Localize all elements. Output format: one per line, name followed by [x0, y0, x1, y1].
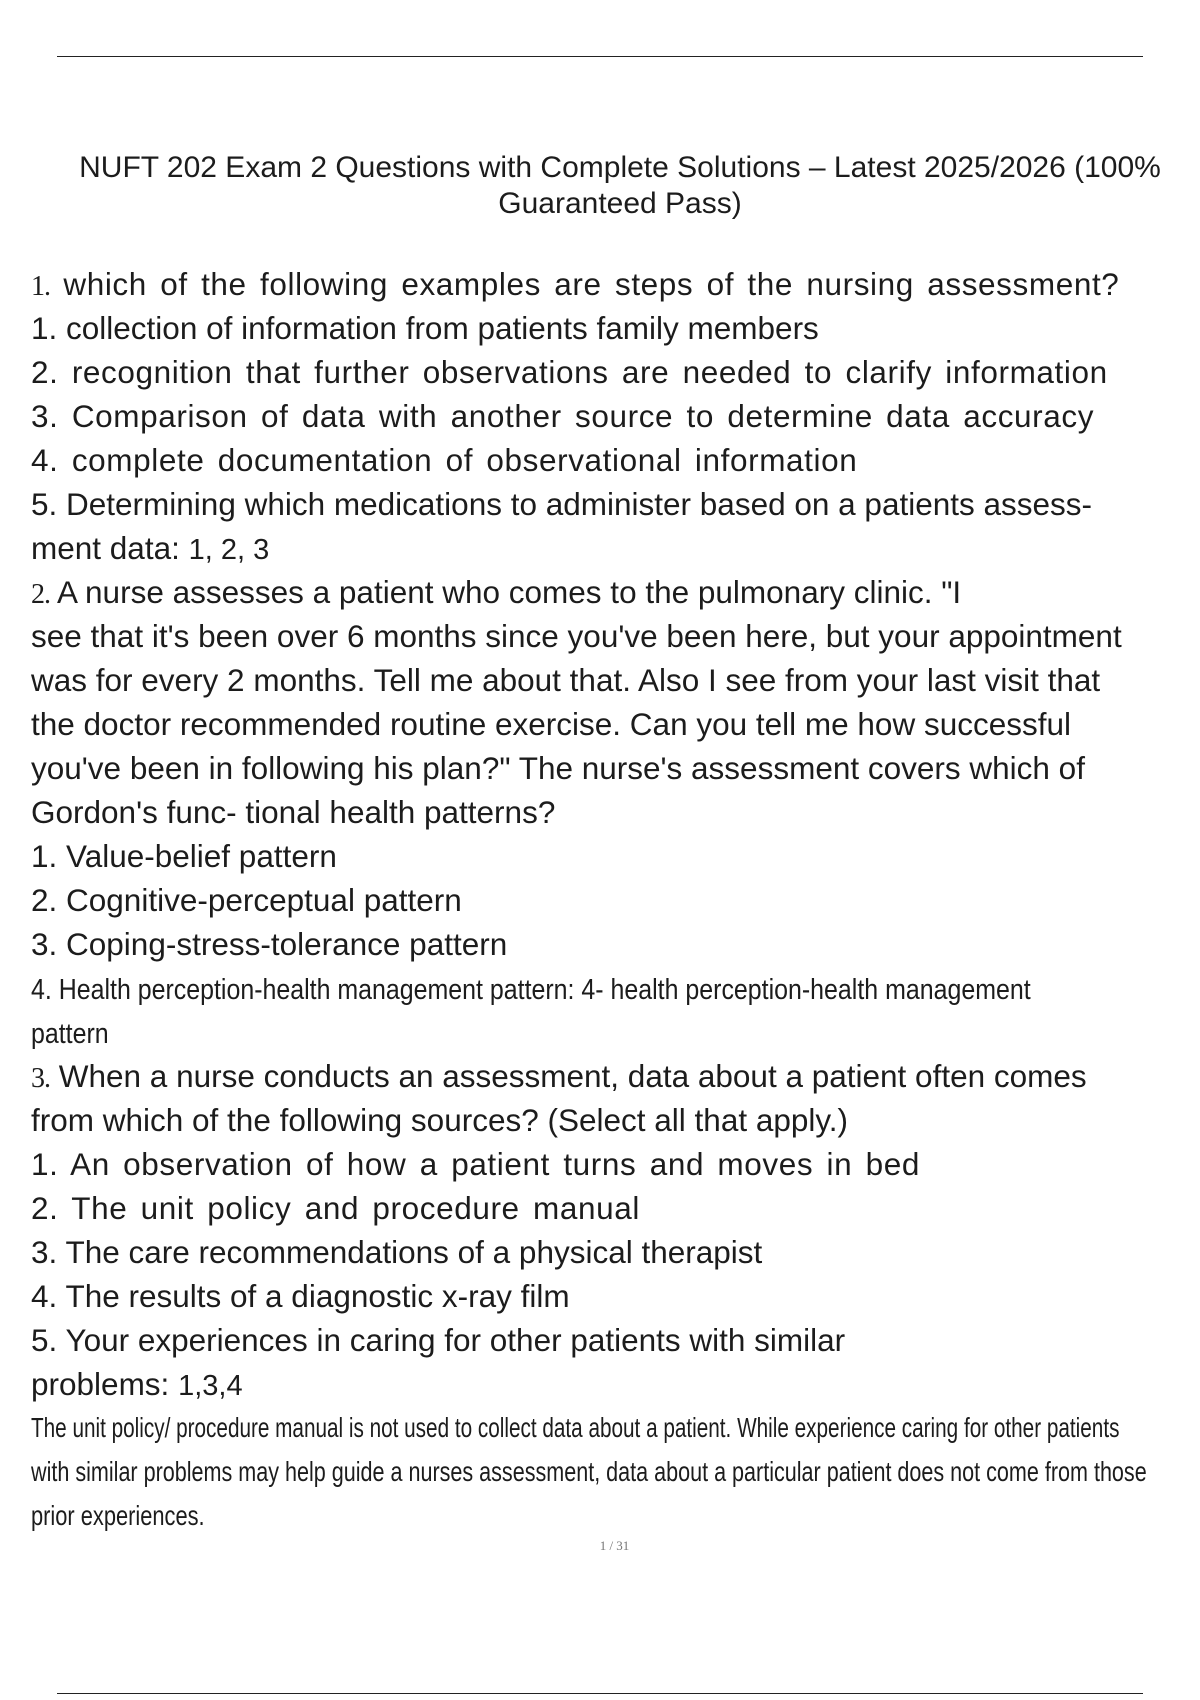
document-title: NUFT 202 Exam 2 Questions with Complete Solutions – Latest 2025/2026 (100% Guaranteed Pass): [79, 151, 1161, 220]
question-2-option-3: 3. Coping-stress-tolerance pattern: [31, 926, 508, 962]
question-3-explanation: [31, 1406, 1200, 1538]
explanation-line: with similar problems may help guide a nurses assessment, data about a particular patient does not come from those: [31, 1456, 1147, 1487]
question-3-prompt-line-2: from which of the following sources? (Select all that apply.): [31, 1102, 849, 1138]
document-body: [31, 262, 1200, 1538]
page-number: 1 / 31: [599, 1538, 630, 1553]
question-3-prompt-line-1: 3. When a nurse conducts an assessment, data about a patient often comes: [31, 1058, 1087, 1094]
top-rule: [57, 56, 1143, 57]
question-2-option-2: 2. Cognitive-perceptual pattern: [31, 882, 462, 918]
question-3-answer: 1,3,4: [178, 1370, 243, 1402]
question-2-answer: 4- health perception-health management: [581, 974, 1031, 1006]
question-3-option-5: 5. Your experiences in caring for other patients with similar: [31, 1322, 846, 1358]
question-1-option-3: 3. Comparison of data with another source to determine data accuracy: [31, 398, 1095, 434]
question-2-prompt-line-6: Gordon's func- tional health patterns?: [31, 794, 556, 830]
bottom-rule: [57, 1693, 1143, 1694]
explanation-line: The unit policy/ procedure manual is not used to collect data about a patient. While experience caring for other patients: [31, 1412, 1120, 1443]
explanation-line: prior experiences.: [31, 1500, 205, 1531]
question-3-option-2: 2. The unit policy and procedure manual: [31, 1190, 640, 1226]
question-2-prompt-line-1: 2. A nurse assesses a patient who comes to the pulmonary clinic. "I: [31, 574, 962, 610]
question-2-option-1: 1. Value-belief pattern: [31, 838, 337, 874]
question-1-answer: 1, 2, 3: [188, 534, 270, 566]
question-1-prompt: 1. which of the following examples are steps of the nursing assessment?: [31, 266, 1120, 302]
question-3-option-4: 4. The results of a diagnostic x-ray film: [31, 1278, 570, 1314]
question-3-option-3: 3. The care recommendations of a physical therapist: [31, 1234, 763, 1270]
question-2-prompt-line-2: see that it's been over 6 months since you've been here, but your appointment: [31, 618, 1122, 654]
question-1-option-1: 1. collection of information from patients family members: [31, 310, 819, 346]
question-2-option-4: 4. Health perception-health management pattern: 4- health perception-health management: [31, 974, 1031, 1006]
question-2-answer-continuation: pattern: [31, 1018, 109, 1050]
question-1-option-4: 4. complete documentation of observational information: [31, 442, 858, 478]
question-3-answer-line: problems: 1,3,4: [31, 1366, 243, 1402]
question-2-option-4-line: [31, 966, 1200, 1010]
question-2-prompt-line-5: you've been in following his plan?" The nurse's assessment covers which of: [31, 750, 1085, 786]
question-1-option-5: 5. Determining which medications to administer based on a patients assess-: [31, 486, 1093, 522]
question-number: 3.: [31, 1063, 50, 1094]
question-2-prompt-line-4: the doctor recommended routine exercise. Can you tell me how successful: [31, 706, 1072, 742]
question-number: 1.: [31, 271, 50, 302]
question-3-option-1: 1. An observation of how a patient turns and moves in bed: [31, 1146, 920, 1182]
question-number: 2.: [31, 579, 50, 610]
question-2-prompt-line-3: was for every 2 months. Tell me about that. Also I see from your last visit that: [31, 662, 1101, 698]
question-1-answer-line: ment data: 1, 2, 3: [31, 530, 270, 566]
question-1-option-2: 2. recognition that further observations are needed to clarify information: [31, 354, 1108, 390]
